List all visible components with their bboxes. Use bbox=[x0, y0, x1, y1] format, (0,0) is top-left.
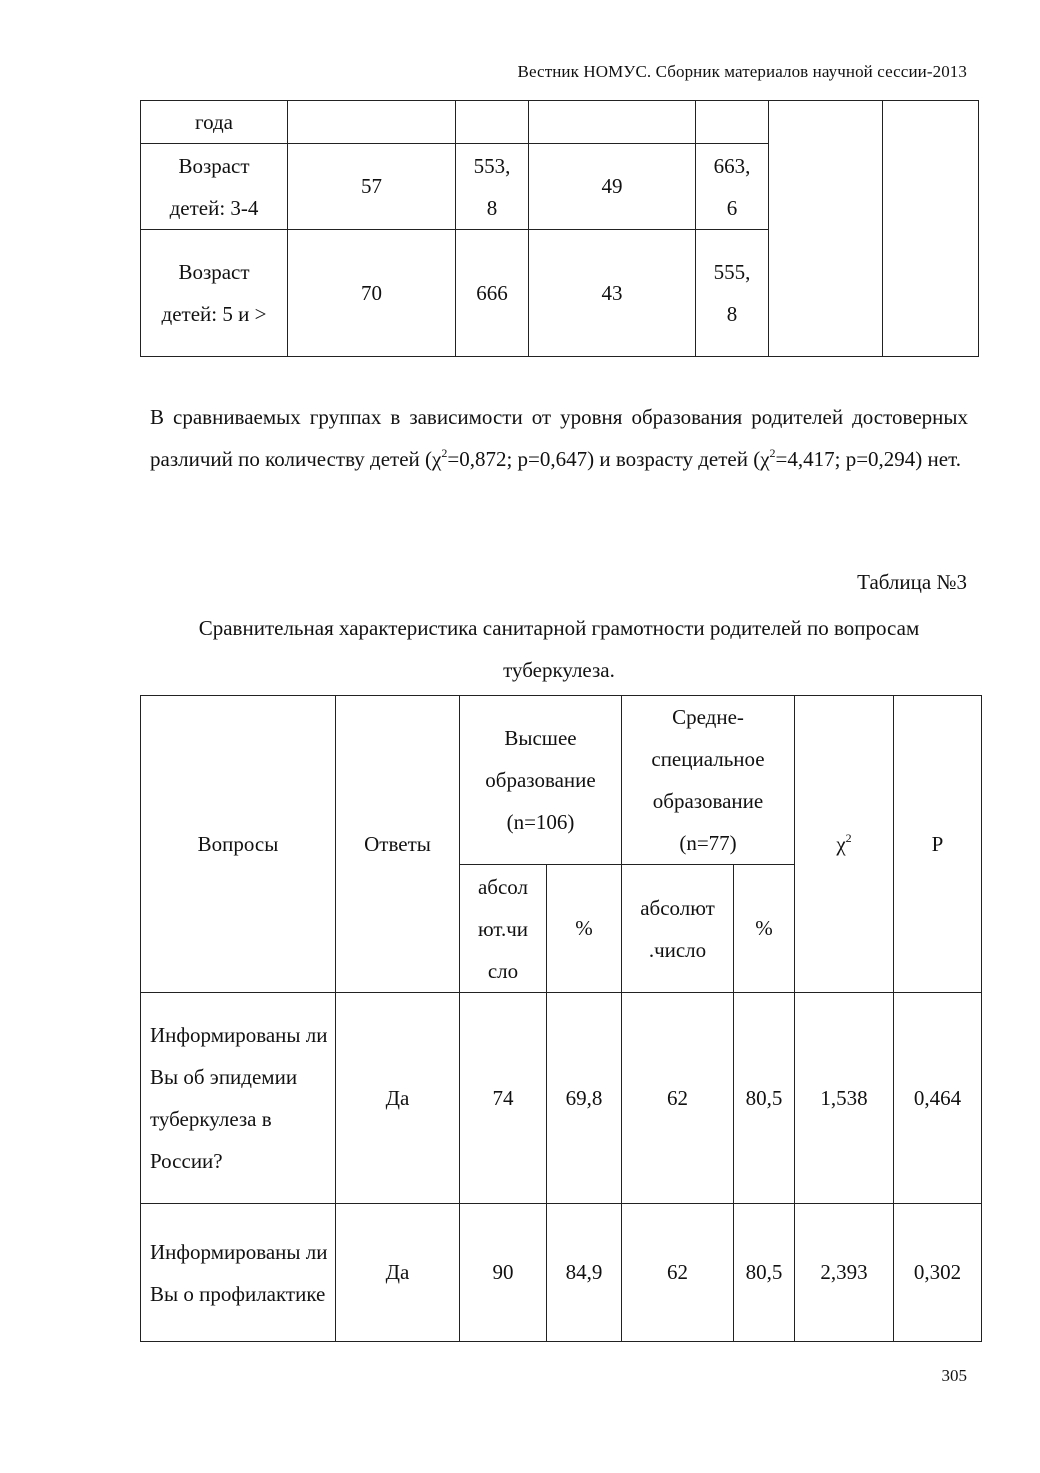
running-header: Вестник НОМУС. Сборник материалов научной сессии-2013 bbox=[517, 62, 967, 81]
table-row bbox=[141, 1204, 982, 1342]
table-cell bbox=[288, 101, 456, 144]
pct-secondary-cell: 80,5 bbox=[734, 1204, 795, 1342]
table-number-label: Таблица №3 bbox=[857, 570, 967, 594]
table-caption: Сравнительная характеристика санитарной грамотности родителей по вопросам туберкулеза. bbox=[198, 616, 920, 682]
chi-cell: 1,538 bbox=[795, 993, 894, 1204]
table-cell: 553, 8 bbox=[456, 144, 529, 230]
chi-cell: 2,393 bbox=[795, 1204, 894, 1342]
table-cell: 57 bbox=[288, 144, 456, 230]
abs-secondary-cell: 62 bbox=[622, 993, 734, 1204]
answer-cell: Да bbox=[336, 993, 460, 1204]
header-answers: Ответы bbox=[336, 696, 460, 993]
p-cell: 0,464 bbox=[894, 993, 982, 1204]
pct-higher-cell: 69,8 bbox=[547, 993, 622, 1204]
header-chi-square: $\chi^2$ bbox=[795, 696, 894, 993]
question-cell: Информированы ли Вы об эпидемии туберкулеза в России? bbox=[141, 993, 336, 1204]
table-cell-empty bbox=[769, 101, 883, 357]
header-row bbox=[141, 696, 982, 865]
body-paragraph: В сравниваемых группах в зависимости от уровня образования родителей достоверных различий по количеству детей ($\chi^2=0,872$; p=0,647) и возрасту детей ($\chi^2=4,417$; p=0,294) нет. bbox=[150, 405, 968, 471]
subheader-percent-higher: % bbox=[547, 865, 622, 993]
pct-higher-cell: 84,9 bbox=[547, 1204, 622, 1342]
table-cell bbox=[456, 101, 529, 144]
table-cell: 663, 6 bbox=[696, 144, 769, 230]
subheader-absolute-secondary: абсолют .число bbox=[622, 865, 734, 993]
table-row bbox=[141, 993, 982, 1204]
answer-cell: Да bbox=[336, 1204, 460, 1342]
abs-higher-cell: 90 bbox=[460, 1204, 547, 1342]
question-cell: Информированы ли Вы о профилактике bbox=[141, 1204, 336, 1342]
table-cell bbox=[696, 101, 769, 144]
abs-higher-cell: 74 bbox=[460, 993, 547, 1204]
row-label: года bbox=[141, 101, 288, 144]
subheader-absolute-higher: абсол ют.чи сло bbox=[460, 865, 547, 993]
header-p-value: P bbox=[894, 696, 982, 993]
page-number: 305 bbox=[941, 1366, 967, 1385]
abs-secondary-cell: 62 bbox=[622, 1204, 734, 1342]
table-row bbox=[141, 101, 979, 144]
age-table-continuation bbox=[140, 100, 979, 357]
table-cell-empty bbox=[883, 101, 979, 357]
row-label: Возраст детей: 5 и > bbox=[141, 230, 288, 357]
subheader-percent-secondary: % bbox=[734, 865, 795, 993]
header-higher-education: Высшее образование (n=106) bbox=[460, 696, 622, 865]
p-cell: 0,302 bbox=[894, 1204, 982, 1342]
table-cell: 43 bbox=[529, 230, 696, 357]
table-cell: 49 bbox=[529, 144, 696, 230]
table-cell: 666 bbox=[456, 230, 529, 357]
pct-secondary-cell: 80,5 bbox=[734, 993, 795, 1204]
table-cell: 555, 8 bbox=[696, 230, 769, 357]
table-cell: 70 bbox=[288, 230, 456, 357]
row-label: Возраст детей: 3-4 bbox=[141, 144, 288, 230]
sanitary-literacy-table bbox=[140, 695, 982, 1342]
table-cell bbox=[529, 101, 696, 144]
header-secondary-education: Средне-специальное образование (n=77) bbox=[622, 696, 795, 865]
header-questions: Вопросы bbox=[141, 696, 336, 993]
